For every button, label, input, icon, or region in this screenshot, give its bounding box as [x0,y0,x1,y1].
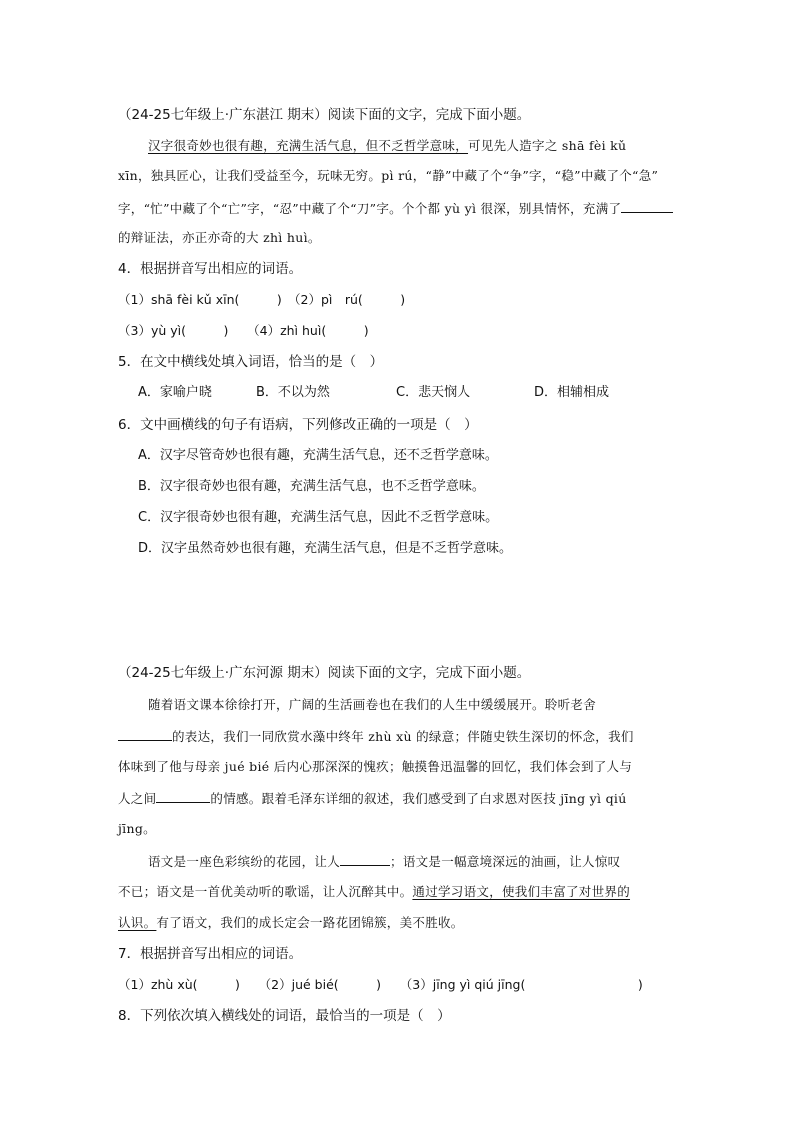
passage2-p1-line4-b: 的情感。跟着毛泽东详细的叙述，我们感受到了白求恩对医技 jīng yì qiú [210,791,627,806]
fill-blank[interactable] [340,851,390,866]
passage2-p1-line1: 随着语文课本徐徐打开，广阔的生活画卷也在我们的人生中缓缓展开。聆听老舍 [148,697,597,712]
fill-blank[interactable] [621,198,673,213]
q6-option-b[interactable]: B．汉字很奇妙也很有趣，充满生活气息，也不乏哲学意味。 [138,479,485,494]
passage1-line4: 的辩证法，亦正亦奇的大 zhì huì。 [118,230,321,245]
passage2-p1-line4 [118,788,627,809]
passage2-p1-line4-a: 人之间 [118,791,157,806]
q8-stem: 8．下列依次填入横线处的词语，最恰当的一项是（ ） [118,1008,451,1024]
q6-option-c[interactable]: C．汉字很奇妙也很有趣，充满生活气息，因此不乏哲学意味。 [138,510,499,525]
passage1-line1-rest: 可见先人造字之 shā fèi kǔ [468,138,627,153]
section1-header: （24-25七年级上·广东湛江 期末）阅读下面的文字，完成下面小题。 [118,107,531,123]
passage2-p2-line3-rest: 有了语文，我们的成长定会一路花团锦簇，美不胜收。 [156,915,464,930]
q5-option-d[interactable]: D．相辅相成 [534,385,610,400]
passage2-p1-line2 [118,726,634,747]
fill-blank[interactable] [156,788,210,803]
passage2-p1-line5: jīng。 [118,821,156,836]
q5-option-b[interactable]: B．不以为然 [256,385,330,400]
section2-header: （24-25七年级上·广东河源 期末）阅读下面的文字，完成下面小题。 [118,665,531,681]
fill-blank[interactable] [118,726,172,741]
q7-row1: （1）zhù xù( ) （2）jué bié( ) （3）jīng yì qiú jīng( ) [118,977,643,992]
q5-options [138,383,609,403]
passage2-p2-line2-a: 不已；语文是一首优美动听的歌谣，让人沉醉其中。 [118,884,413,899]
passage2-p1-line3: 体味到了他与母亲 jué bié 后内心那深深的愧疚；触摸鲁迅温馨的回忆，我们体会到了人与 [118,759,633,774]
q6-option-a[interactable]: A．汉字尽管奇妙也很有趣，充满生活气息，还不乏哲学意味。 [138,448,498,463]
q7-stem: 7．根据拼音写出相应的词语。 [118,946,303,962]
passage2-p1-line2-text: 的表达，我们一同欣赏水藻中终年 zhù xù 的绿意；伴随史铁生深切的怀念，我们 [172,729,634,744]
q5-option-a[interactable]: A．家喻户晓 [138,385,212,400]
passage2-p2-line1-b: ；语文是一幅意境深远的油画，让人惊叹 [390,854,621,869]
passage2-p2-line3 [118,913,464,933]
q5-stem: 5．在文中横线处填入词语，恰当的是（ ） [118,354,384,370]
q4-row1: （1）shā fèi kǔ xīn( ) （2）pì rú( ) [118,292,406,307]
passage2-p2-line1-a: 语文是一座色彩缤纷的花园，让人 [148,854,341,869]
passage2-p2-line2 [118,882,630,902]
q6-stem: 6．文中画横线的句子有语病，下列修改正确的一项是（ ） [118,417,478,433]
passage2-p2-line1 [148,851,620,872]
passage1-line3-text: 字，“忙”中藏了个“亡”字，“忍”中藏了个“刀”字。个个都 yù yì 很深，别具情怀，充满了 [118,201,622,216]
passage1-line2: xīn，独具匠心，让我们受益至今，玩味无穷。pì rú，“静”中藏了个“争”字，“稳”中藏了个“急” [118,168,659,183]
q5-option-c[interactable]: C．悲天悯人 [396,385,471,400]
q4-row2: （3）yù yì( ) （4）zhì huì( ) [118,323,369,338]
q6-option-d[interactable]: D．汉字虽然奇妙也很有趣，充满生活气息，但是不乏哲学意味。 [138,541,513,556]
underlined-sentence: 通过学习语文，使我们丰富了对世界的 [412,884,631,899]
q4-stem: 4．根据拼音写出相应的词语。 [118,261,303,277]
underlined-sentence: 汉字很奇妙也很有趣，充满生活气息，但不乏哲学意味， [148,138,469,153]
passage1-line3 [118,198,673,219]
passage1-line1 [148,136,626,156]
underlined-sentence-end: 认识。 [118,915,157,930]
